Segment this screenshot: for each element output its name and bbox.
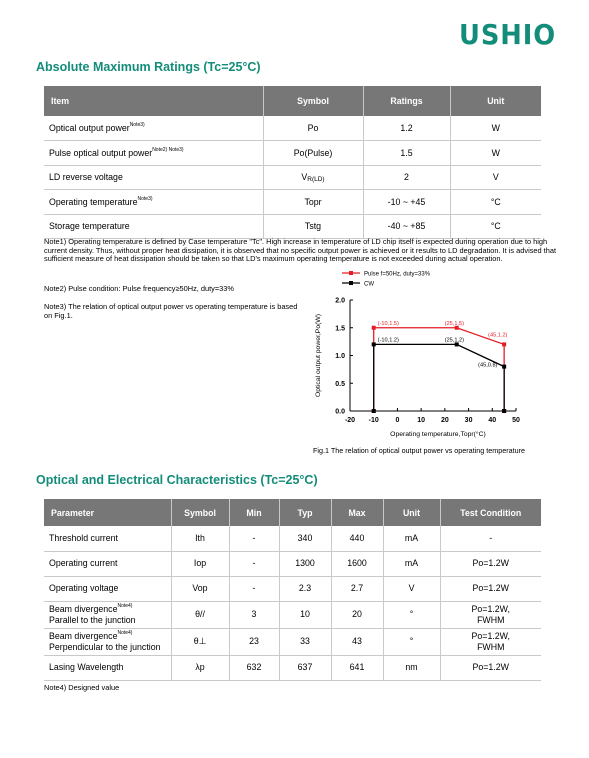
cell-unit: ° xyxy=(383,628,440,655)
cell-symbol: λp xyxy=(171,655,229,680)
cell-unit: V xyxy=(383,576,440,601)
cell-unit: mA xyxy=(383,551,440,576)
parameter-name xyxy=(49,631,169,641)
cell-rating: -10 ~ +45 xyxy=(363,190,450,215)
cell-max: 2.7 xyxy=(331,576,383,601)
x-tick-label: 40 xyxy=(488,417,497,424)
cell-symbol: Vop xyxy=(171,576,229,601)
legend-marker xyxy=(349,281,353,285)
point-annotation: (-10,1.2) xyxy=(377,337,399,344)
parameter-label: Threshold current xyxy=(49,533,118,544)
symbol-sub: R(LD) xyxy=(307,175,325,183)
condition-line: - xyxy=(489,533,493,544)
parameter-name xyxy=(49,604,169,614)
data-point xyxy=(372,326,376,330)
data-point xyxy=(372,342,376,346)
cell-unit: W xyxy=(450,116,541,141)
x-tick-label: 10 xyxy=(417,417,426,424)
x-tick-label: 20 xyxy=(440,417,449,424)
cell-parameter xyxy=(44,551,171,576)
section-title-optical-electrical: Optical and Electrical Characteristics (Tc=25°C) xyxy=(36,473,318,487)
cell-max: 641 xyxy=(331,655,383,680)
y-axis-label: Optical output power,Po(W) xyxy=(315,313,322,398)
cell-item xyxy=(44,116,263,141)
item-label: Storage temperature xyxy=(49,221,130,232)
data-point xyxy=(372,409,376,413)
point-annotation: (-10,1.5) xyxy=(377,320,399,327)
note-ref: Note3) xyxy=(137,195,153,202)
data-point xyxy=(502,409,506,413)
col-header-typ: Typ xyxy=(279,499,331,526)
parameter-label: Operating current xyxy=(49,558,118,569)
item-label: LD reverse voltage xyxy=(49,172,123,183)
cell-max: 440 xyxy=(331,526,383,551)
table-row xyxy=(44,576,541,601)
col-header-unit: Unit xyxy=(383,499,440,526)
ushio-logo: USHIO xyxy=(459,18,557,51)
legend-marker xyxy=(349,271,353,275)
parameter-label: Operating voltage xyxy=(49,583,119,594)
cell-typ: 10 xyxy=(279,601,331,628)
cell-rating: -40 ~ +85 xyxy=(363,214,450,239)
cell-min: 632 xyxy=(229,655,279,680)
cell-typ: 340 xyxy=(279,526,331,551)
note-ref: Note4) xyxy=(117,630,133,637)
col-header-test-condition: Test Condition xyxy=(440,499,541,526)
symbol-main: V xyxy=(301,171,308,182)
cell-item xyxy=(44,165,263,190)
table-row xyxy=(44,655,541,680)
table-row xyxy=(44,551,541,576)
cell-typ: 2.3 xyxy=(279,576,331,601)
cell-parameter xyxy=(44,655,171,680)
col-header-ratings: Ratings xyxy=(363,86,450,116)
cell-test-condition xyxy=(440,551,541,576)
cell-symbol: Po xyxy=(263,116,363,141)
col-header-unit: Unit xyxy=(450,86,541,116)
cell-unit: V xyxy=(450,165,541,190)
cell-symbol: θ// xyxy=(171,601,229,628)
cell-typ: 637 xyxy=(279,655,331,680)
x-tick-label: 0 xyxy=(395,417,400,424)
cell-rating: 2 xyxy=(363,165,450,190)
parameter-detail: Parallel to the junction xyxy=(49,614,136,625)
cell-symbol: θ⊥ xyxy=(171,628,229,655)
cell-parameter xyxy=(44,576,171,601)
parameter-label: Beam divergence xyxy=(49,631,118,642)
item-label: Operating temperature xyxy=(49,196,138,207)
x-tick-label: -10 xyxy=(368,417,379,424)
cell-max: 1600 xyxy=(331,551,383,576)
cell-min: 23 xyxy=(229,628,279,655)
item-label: Pulse optical output power xyxy=(49,147,153,158)
cell-unit: W xyxy=(450,141,541,166)
table-row xyxy=(44,526,541,551)
parameter-name xyxy=(49,583,169,593)
cell-min: - xyxy=(229,576,279,601)
col-header-max: Max xyxy=(331,499,383,526)
note-1: Note1) Operating temperature is defined by Case temperature "Tc". High increase in temperature of LD chip itself is expected during operation due to high current density. Thus, without proper heat dissipation, it is observed that no specific output power is achieved or it results to LD degradation. It is advised that sufficient measure of heat dissipation should be taken so that LD's maximum operating temperature is not exceeded during actual operation. xyxy=(44,237,557,264)
cell-unit: °C xyxy=(450,190,541,215)
legend-label: Pulse f=50Hz, duty=33% xyxy=(364,271,431,278)
condition-line: Po=1.2W xyxy=(472,583,509,594)
table-row xyxy=(44,165,541,190)
condition-line-2: FWHM xyxy=(477,614,505,625)
x-tick-label: -20 xyxy=(344,417,356,424)
cell-test-condition xyxy=(440,601,541,628)
col-header-symbol: Symbol xyxy=(171,499,229,526)
power-vs-temperature-chart xyxy=(300,265,545,443)
table-row xyxy=(44,628,541,655)
note-3: Note3) The relation of optical output power vs operating temperature is based on Fig.1. xyxy=(44,302,298,320)
cell-test-condition xyxy=(440,576,541,601)
cell-max: 20 xyxy=(331,601,383,628)
condition-line: Po=1.2W xyxy=(472,662,509,673)
parameter-label: Beam divergence xyxy=(49,604,118,615)
note-ref: Note2) Note3) xyxy=(152,146,184,153)
y-tick-label: 1.5 xyxy=(335,325,345,333)
cell-symbol: Tstg xyxy=(263,214,363,239)
cell-min: 3 xyxy=(229,601,279,628)
cell-symbol: Topr xyxy=(263,190,363,215)
data-point xyxy=(502,342,506,346)
cell-typ: 33 xyxy=(279,628,331,655)
cell-parameter xyxy=(44,601,171,628)
note-ref: Note3) xyxy=(129,121,145,128)
y-tick-label: 1.0 xyxy=(335,353,345,360)
y-tick-label: 0.5 xyxy=(335,380,345,388)
table-row xyxy=(44,601,541,628)
note-ref: Note4) xyxy=(117,603,133,610)
table-row xyxy=(44,190,541,215)
cell-unit: nm xyxy=(383,655,440,680)
section-title-absolute-ratings: Absolute Maximum Ratings (Tc=25°C) xyxy=(36,60,261,74)
condition-line-2: FWHM xyxy=(477,641,505,652)
cell-parameter xyxy=(44,526,171,551)
condition-line: Po=1.2W xyxy=(472,558,509,569)
cell-unit: ° xyxy=(383,601,440,628)
point-annotation: (25,1.2) xyxy=(444,337,464,344)
point-annotation: (45,0.8) xyxy=(478,362,498,369)
figure-caption: Fig.1 The relation of optical output power vs operating temperature xyxy=(313,446,526,455)
parameter-name xyxy=(49,558,169,568)
cell-min: - xyxy=(229,526,279,551)
parameter-name xyxy=(49,662,169,672)
cell-symbol: Po(Pulse) xyxy=(263,141,363,166)
x-axis-label: Operating temperature,Topr(°C) xyxy=(390,431,486,438)
table-header-row xyxy=(44,499,541,526)
y-tick-label: 0.0 xyxy=(335,408,345,416)
note-2: Note2) Pulse condition: Pulse frequency≥50Hz, duty=33% xyxy=(44,284,234,293)
cell-rating: 1.5 xyxy=(363,141,450,166)
col-header-item: Item xyxy=(44,86,263,116)
x-tick-label: 50 xyxy=(512,417,520,424)
table-row xyxy=(44,214,541,239)
cell-min: - xyxy=(229,551,279,576)
col-header-symbol: Symbol xyxy=(263,86,363,116)
data-point xyxy=(502,365,506,369)
table-row xyxy=(44,116,541,141)
point-annotation: (45,1.2) xyxy=(488,332,508,339)
absolute-ratings-table xyxy=(44,86,541,239)
cell-item xyxy=(44,214,263,239)
cell-symbol xyxy=(263,165,363,190)
cell-test-condition xyxy=(440,628,541,655)
x-tick-label: 30 xyxy=(464,417,473,424)
cell-item xyxy=(44,190,263,215)
point-annotation: (25,1.5) xyxy=(444,320,464,327)
y-tick-label: 2.0 xyxy=(335,297,345,305)
cell-rating: 1.2 xyxy=(363,116,450,141)
optical-electrical-table xyxy=(44,499,541,681)
item-label: Optical output power xyxy=(49,122,130,133)
col-header-min: Min xyxy=(229,499,279,526)
cell-parameter xyxy=(44,628,171,655)
cell-unit: mA xyxy=(383,526,440,551)
col-header-parameter: Parameter xyxy=(44,499,171,526)
cell-item xyxy=(44,141,263,166)
parameter-label: Lasing Wavelength xyxy=(49,662,124,673)
cell-test-condition xyxy=(440,526,541,551)
parameter-detail: Perpendicular to the junction xyxy=(49,641,161,652)
cell-test-condition xyxy=(440,655,541,680)
cell-symbol: Iop xyxy=(171,551,229,576)
cell-unit: °C xyxy=(450,214,541,239)
condition-line: Po=1.2W, xyxy=(471,631,510,642)
parameter-name xyxy=(49,533,169,543)
table-header-row xyxy=(44,86,541,116)
condition-line: Po=1.2W, xyxy=(471,604,510,615)
legend-label: CW xyxy=(364,281,374,288)
series-line xyxy=(374,344,504,411)
cell-max: 43 xyxy=(331,628,383,655)
cell-symbol: Ith xyxy=(171,526,229,551)
table-row xyxy=(44,141,541,166)
note-4: Note4) Designed value xyxy=(44,683,120,692)
cell-typ: 1300 xyxy=(279,551,331,576)
